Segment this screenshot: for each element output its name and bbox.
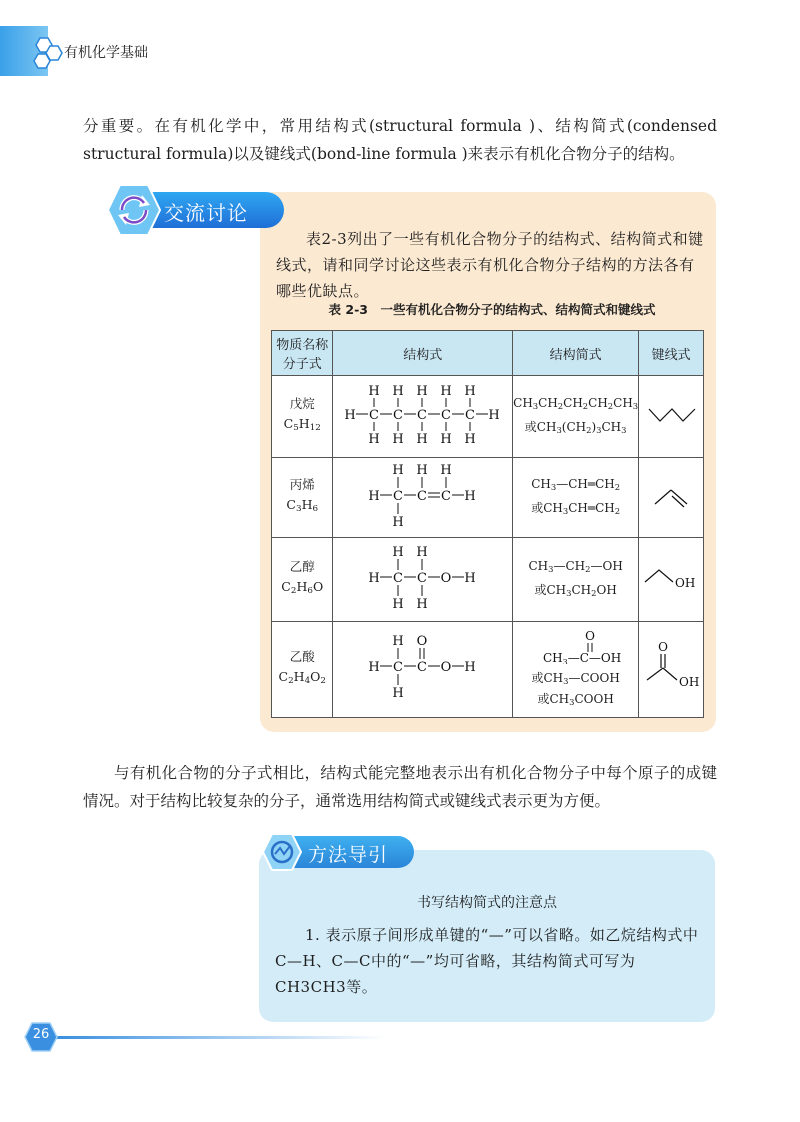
svg-text:C: C: [416, 571, 427, 586]
svg-text:C: C: [392, 489, 403, 504]
compound-name: 戊烷: [289, 396, 315, 412]
condensed-formula-alt: 或$CH_3—COOH$: [531, 670, 620, 686]
svg-text:H: H: [464, 384, 476, 399]
svg-text:H: H: [392, 463, 404, 478]
svg-text:H: H: [416, 384, 428, 399]
table-row: [272, 376, 704, 458]
molecular-formula: $C_2H_6O$: [281, 579, 324, 597]
propene-bondline: [643, 476, 699, 516]
svg-text:H: H: [440, 432, 452, 447]
svg-text:H: H: [392, 634, 404, 649]
svg-text:C: C: [416, 489, 427, 504]
svg-text:CH3—C—OH: $CH_3—C—OH$: [542, 650, 621, 664]
condensed-formula-alt: 或$CH_3CH═CH_2$: [531, 500, 621, 516]
page-number: 26: [32, 1027, 50, 1042]
condensed-formula-alt: 或$CH_3CH_2OH$: [534, 582, 617, 598]
svg-text:OH: OH: [675, 576, 696, 590]
molecular-formula: $C_2H_4O_2$: [278, 669, 326, 687]
svg-text:H: H: [368, 432, 380, 447]
condensed-formula: $CH_3CH_2CH_2CH_2CH_3$: [513, 396, 639, 412]
svg-text:C: C: [416, 660, 427, 675]
svg-text:H: H: [440, 463, 452, 478]
svg-text:O: O: [440, 660, 452, 675]
acetic-acid-structural-formula: [338, 623, 508, 713]
compound-name: 乙酸: [289, 649, 315, 665]
discussion-badge-label: 交流讨论: [164, 201, 248, 225]
svg-text:C: C: [440, 489, 451, 504]
method-badge: [262, 832, 414, 872]
condensed-formula-alt: 或$CH_3(CH_2)_3CH_3$: [524, 419, 627, 435]
svg-text:H: H: [392, 545, 404, 560]
svg-text:H: H: [416, 545, 428, 560]
svg-text:H: H: [368, 660, 380, 675]
ethanol-structural-formula: [338, 539, 508, 617]
condensed-formula: $CH_3—CH═CH_2$: [531, 477, 621, 493]
svg-text:C: C: [392, 408, 403, 423]
svg-text:H: H: [392, 686, 404, 701]
svg-text:H: H: [488, 408, 500, 423]
table-row: [272, 622, 704, 718]
acetic-acid-bondline: [641, 638, 701, 698]
svg-text:H: H: [416, 432, 428, 447]
compound-name: 丙烯: [289, 477, 315, 493]
header-structural: 结构式: [333, 331, 513, 376]
svg-text:C: C: [440, 408, 451, 423]
svg-text:C: C: [392, 571, 403, 586]
svg-text:OH: OH: [679, 675, 700, 689]
header-bondline: 键线式: [639, 331, 704, 376]
svg-text:O: O: [416, 634, 428, 649]
header-condensed: 结构简式: [513, 331, 639, 376]
svg-text:H: H: [440, 384, 452, 399]
table-row: [272, 538, 704, 622]
svg-text:H: H: [368, 571, 380, 586]
header-name-formula: 物质名称 分子式: [272, 331, 333, 376]
svg-text:H: H: [392, 597, 404, 612]
hexagon-logo-icon: [30, 36, 66, 72]
body-paragraph: 与有机化合物的分子式相比，结构式能完整地表示出有机化合物分子中每个原子的成键情况。对于结构比较复杂的分子，通常选用结构简式或键线式表示更为方便。: [83, 764, 717, 810]
method-guide-icon: [262, 832, 302, 872]
molecular-formula: $C_3H_6$: [286, 497, 319, 515]
ethanol-bondline: [641, 558, 701, 598]
method-title: 书写结构简式的注意点: [417, 895, 557, 911]
footer-line: [56, 1036, 386, 1039]
svg-text:C: C: [392, 660, 403, 675]
structure-table: [271, 330, 704, 718]
svg-text:H: H: [416, 597, 428, 612]
table-row: [272, 458, 704, 538]
svg-text:C: C: [416, 408, 427, 423]
svg-text:H: H: [368, 384, 380, 399]
svg-text:O: O: [658, 640, 668, 654]
table-header-row: [272, 331, 704, 376]
molecular-formula: $C_5H_{12}$: [283, 416, 321, 434]
svg-text:H: H: [392, 515, 404, 530]
svg-text:H: H: [464, 489, 476, 504]
svg-text:H: H: [392, 384, 404, 399]
condensed-formula-alt2: 或$CH_3COOH$: [537, 692, 614, 708]
discussion-badge: [106, 183, 284, 235]
pentane-bondline: [643, 395, 699, 435]
intro-paragraph: 分重要。在有机化学中，常用结构式(structural formula )、结构简式(condensed structural formula)以及键线式(bond-line formula )来表示有机化合物分子的结构。: [83, 117, 717, 163]
propene-structural-formula: [338, 458, 508, 534]
svg-text:H: H: [464, 571, 476, 586]
pentane-structural-formula: [338, 376, 508, 454]
svg-text:H: H: [464, 660, 476, 675]
refresh-cycle-icon: [106, 183, 162, 237]
compound-name: 乙醇: [289, 559, 315, 575]
svg-text:H: H: [368, 489, 380, 504]
discussion-text: 表2-3列出了一些有机化合物分子的结构式、结构简式和键线式，请和同学讨论这些表示有机化合物分子结构的方法各有哪些优缺点。: [276, 230, 704, 300]
condensed-formula: $CH_3—CH_2—OH$: [528, 559, 623, 575]
svg-text:O: O: [584, 628, 595, 643]
svg-text:H: H: [464, 432, 476, 447]
table-caption: 表 2-3 一些有机化合物分子的结构式、结构简式和键线式: [328, 302, 656, 317]
svg-text:H: H: [416, 463, 428, 478]
method-badge-label: 方法导引: [308, 844, 389, 866]
svg-text:O: O: [440, 571, 452, 586]
svg-text:H: H: [344, 408, 356, 423]
svg-text:H: H: [392, 432, 404, 447]
book-title: 有机化学基础: [64, 45, 148, 61]
method-text: 1. 表示原子间形成单键的“—”可以省略。如乙烷结构式中C—H、C—C中的“—”均可省略，其结构简式可写为CH3CH3等。: [275, 926, 699, 996]
svg-text:C: C: [464, 408, 475, 423]
svg-text:C: C: [368, 408, 379, 423]
acetic-acid-condensed-top: [521, 628, 631, 664]
